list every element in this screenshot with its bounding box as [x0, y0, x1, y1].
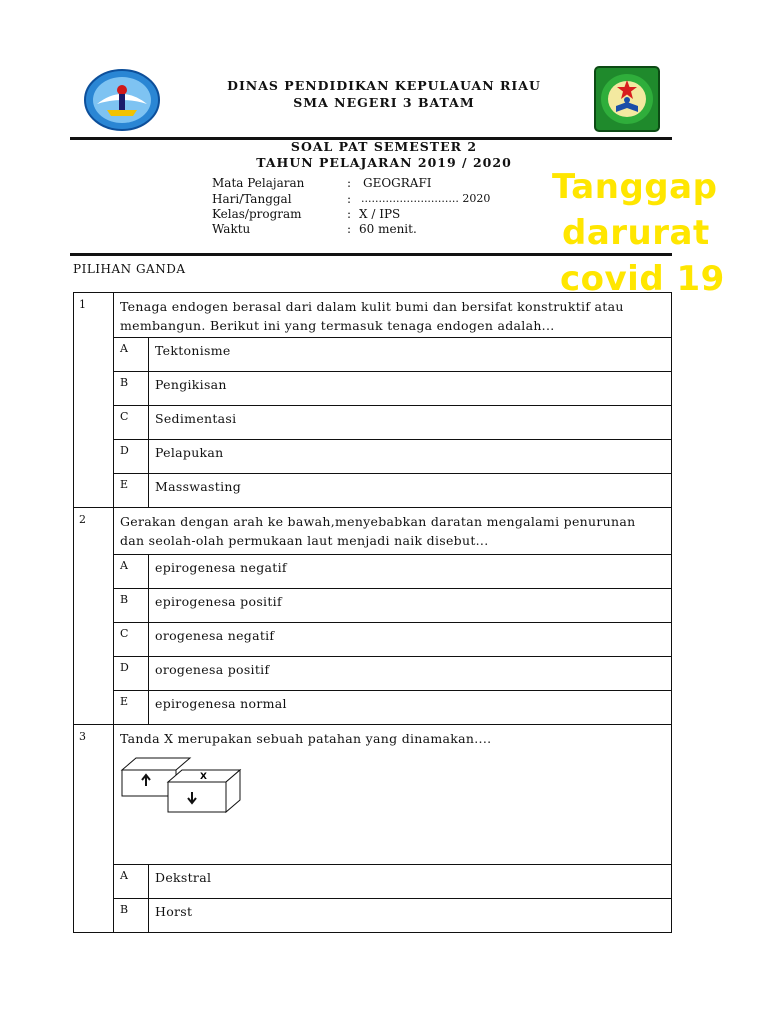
info-label: Kelas/program: [212, 207, 302, 221]
agency-title: DINAS PENDIDIKAN KEPULAUAN RIAU: [227, 78, 541, 93]
option-row[interactable]: [74, 657, 672, 691]
fault-block-diagram: [120, 752, 250, 822]
info-separator: :: [347, 222, 352, 236]
option-letter: C: [114, 406, 149, 440]
option-text: Horst: [149, 899, 672, 933]
info-value: GEOGRAFI: [363, 176, 432, 190]
section-label: PILIHAN GANDA: [73, 262, 186, 276]
watermark-line: darurat: [562, 213, 710, 253]
info-label: Hari/Tanggal: [212, 192, 292, 206]
option-letter: A: [114, 865, 149, 899]
question-text: Tanda X merupakan sebuah patahan yang dinamakan....: [120, 731, 492, 746]
option-row[interactable]: [74, 474, 672, 508]
option-letter: B: [114, 372, 149, 406]
option-text: orogenesa positif: [149, 657, 672, 691]
option-text: Dekstral: [149, 865, 672, 899]
questions-table: [73, 292, 672, 933]
option-letter: E: [114, 474, 149, 508]
option-text: epirogenesa normal: [149, 691, 672, 725]
academic-year: TAHUN PELAJARAN 2019 / 2020: [256, 155, 512, 170]
option-letter: E: [114, 691, 149, 725]
exam-title: SOAL PAT SEMESTER 2: [290, 139, 478, 154]
option-row[interactable]: [74, 372, 672, 406]
option-letter: A: [114, 555, 149, 589]
question-text: Gerakan dengan arah ke bawah,menyebabkan daratan mengalami penurunan dan seolah-olah permukaan laut menjadi naik disebut...: [114, 508, 672, 555]
question-row: [74, 293, 672, 338]
school-title: SMA NEGERI 3 BATAM: [293, 95, 475, 110]
option-row[interactable]: [74, 555, 672, 589]
option-row[interactable]: [74, 623, 672, 657]
option-letter: D: [114, 657, 149, 691]
option-row[interactable]: [74, 440, 672, 474]
question-row: [74, 508, 672, 555]
question-number: 1: [74, 293, 114, 508]
question-number: 3: [74, 725, 114, 933]
question-cell: [114, 725, 672, 865]
option-row[interactable]: [74, 406, 672, 440]
option-row[interactable]: [74, 865, 672, 899]
option-text: epirogenesa negatif: [149, 555, 672, 589]
option-row[interactable]: [74, 589, 672, 623]
info-separator: :: [347, 192, 352, 206]
option-text: Masswasting: [149, 474, 672, 508]
info-separator: :: [347, 207, 352, 221]
info-label: Waktu: [212, 222, 251, 236]
option-row[interactable]: [74, 691, 672, 725]
option-text: Sedimentasi: [149, 406, 672, 440]
question-number: 2: [74, 508, 114, 725]
question-row: [74, 725, 672, 865]
info-value: X / IPS: [359, 207, 401, 221]
option-row[interactable]: [74, 338, 672, 372]
info-separator: :: [347, 176, 352, 190]
info-value: 60 menit.: [359, 222, 417, 236]
option-text: Pengikisan: [149, 372, 672, 406]
info-value: ............................ 2020: [361, 192, 491, 205]
option-letter: A: [114, 338, 149, 372]
option-letter: D: [114, 440, 149, 474]
option-text: Tektonisme: [149, 338, 672, 372]
info-label: Mata Pelajaran: [212, 176, 305, 190]
option-text: Pelapukan: [149, 440, 672, 474]
option-letter: B: [114, 899, 149, 933]
option-letter: B: [114, 589, 149, 623]
option-text: epirogenesa positif: [149, 589, 672, 623]
figure-label: X: [200, 772, 208, 782]
question-text: Tenaga endogen berasal dari dalam kulit bumi dan bersifat konstruktif atau membangun. Berikut ini yang termasuk tenaga endogen adalah...: [114, 293, 672, 338]
school-logo: [594, 66, 660, 132]
option-text: orogenesa negatif: [149, 623, 672, 657]
option-row[interactable]: [74, 899, 672, 933]
watermark-line: Tanggap: [552, 167, 718, 207]
watermark-line: covid 19: [560, 259, 725, 299]
option-letter: C: [114, 623, 149, 657]
